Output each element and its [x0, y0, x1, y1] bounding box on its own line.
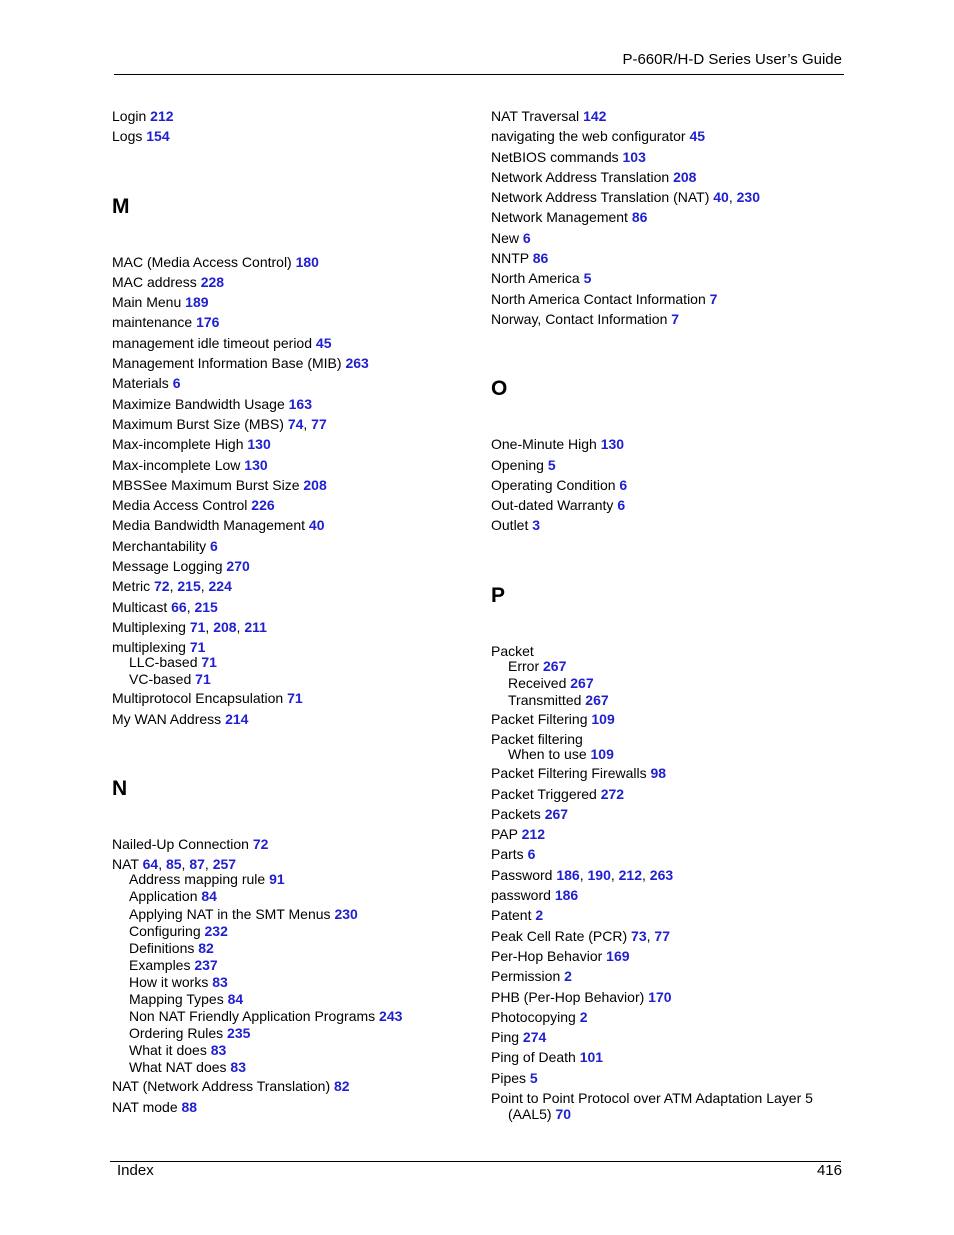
- index-entry-operating-condition: [491, 475, 851, 495]
- entry-term: NetBIOS commands: [491, 148, 619, 165]
- subentry-group: [491, 658, 851, 709]
- subentry-term: LLC-based: [129, 654, 198, 671]
- page-link-208[interactable]: 208: [673, 168, 697, 185]
- index-entry-packet-filtering: [491, 709, 851, 729]
- page-link-6[interactable]: 6: [210, 537, 218, 554]
- index-entry-network-address-translation-nat: Network Address Translation (NAT) 40, 230: [491, 189, 760, 206]
- index-subentry-when-to-use: [491, 746, 851, 763]
- index-subentry-error: [491, 658, 851, 675]
- entry-term: NAT mode: [112, 1098, 178, 1115]
- page-link-73[interactable]: 73: [631, 927, 647, 944]
- subentry-term: What NAT does: [129, 1059, 227, 1076]
- entry-term: Per-Hop Behavior: [491, 947, 603, 964]
- footer-rule: [110, 1161, 841, 1162]
- entry-term: Multiprotocol Encapsulation: [112, 690, 284, 707]
- subentry-term: VC-based: [129, 671, 192, 688]
- subentry-term: Application: [129, 888, 198, 905]
- index-entry-continuation: [491, 1106, 851, 1123]
- entry-term: MAC (Media Access Control): [112, 253, 292, 270]
- index-entry-max-incomplete-high: [112, 434, 472, 454]
- index-subentry-transmitted: [491, 692, 851, 709]
- page-link-40[interactable]: 40: [713, 189, 729, 206]
- index-entry-multicast: Multicast 66, 215: [112, 598, 218, 615]
- index-entry-maintenance: [112, 312, 472, 332]
- page-link-70[interactable]: 70: [555, 1106, 572, 1123]
- entry-term: Network Address Translation: [491, 168, 670, 185]
- index-entry-ping: [491, 1027, 851, 1047]
- subentry-term: Definitions: [129, 939, 195, 956]
- page-link-230[interactable]: 230: [736, 189, 760, 206]
- page-link-6[interactable]: 6: [619, 476, 628, 493]
- entry-term: Maximize Bandwidth Usage: [112, 395, 285, 412]
- index-entry-maximize-bandwidth-usage: [112, 394, 472, 414]
- index-entry-nat-network-address-translation: [112, 1076, 472, 1096]
- index-subentry-non-nat-friendly-application-programs: [112, 1008, 472, 1025]
- page-link-5[interactable]: 5: [583, 270, 592, 287]
- index-entry-permission: [491, 966, 851, 986]
- entry-term: NAT Traversal: [491, 108, 580, 124]
- entry-term: Norway, Contact Information: [491, 310, 668, 327]
- letter-gap: [491, 608, 851, 641]
- page-link-263[interactable]: 263: [345, 355, 369, 372]
- entry-term: MAC address: [112, 273, 197, 290]
- page-link-154[interactable]: 154: [146, 128, 170, 145]
- entry-term: Packets: [491, 805, 541, 822]
- page-link-3[interactable]: 3: [532, 517, 541, 534]
- index-subentry-address-mapping-rule: [112, 871, 472, 888]
- entry-term: management idle timeout period: [112, 334, 313, 351]
- entry-term: North America: [491, 270, 580, 287]
- index-entry-main-menu: [112, 292, 472, 312]
- index-subentry-vc-based: [112, 671, 472, 688]
- index-subentry-how-it-works: [112, 974, 472, 991]
- index-entry-netbios-commands: [491, 147, 851, 167]
- index-entry-login: [112, 106, 472, 126]
- index-subentry-llc-based: [112, 654, 472, 671]
- index-column-right: [491, 106, 851, 1123]
- page-link-270[interactable]: 270: [226, 558, 250, 575]
- page-link-208[interactable]: 208: [303, 476, 327, 493]
- index-subentry-ordering-rules: [112, 1025, 472, 1042]
- section-spacer: [491, 329, 851, 377]
- page-link-64[interactable]: 64: [142, 856, 159, 873]
- entry-term: Packet Triggered: [491, 785, 597, 802]
- index-entry-one-minute-high: [491, 434, 851, 454]
- subentry-term: Transmitted: [508, 692, 582, 709]
- index-entry-multiprotocol-encapsulation: [112, 688, 472, 708]
- running-header-title: P-660R/H-D Series User’s Guide: [622, 51, 842, 68]
- index-entry-nntp: [491, 248, 851, 268]
- index-entry-pipes: [491, 1068, 851, 1088]
- index-subentry-definitions: [112, 940, 472, 957]
- page-link-74[interactable]: 74: [287, 415, 304, 432]
- entry-term: Maximum Burst Size (MBS): [112, 415, 284, 432]
- page-link-215[interactable]: 215: [177, 578, 201, 595]
- section-spacer: [112, 729, 472, 777]
- section-letter-o: O: [491, 377, 508, 401]
- page-link-228[interactable]: 228: [200, 273, 225, 290]
- index-entry-pap: [491, 824, 851, 844]
- index-entry-per-hop-behavior: [491, 946, 851, 966]
- page-link-5[interactable]: 5: [547, 456, 556, 473]
- page-link-7[interactable]: 7: [709, 290, 718, 307]
- page-link-215[interactable]: 215: [194, 598, 218, 615]
- index-entry-password: [491, 885, 851, 905]
- page-link-212[interactable]: 212: [150, 108, 174, 124]
- entry-term: Packet Filtering Firewalls: [491, 765, 647, 782]
- page-link-72[interactable]: 72: [154, 578, 170, 595]
- entry-term: Media Access Control: [112, 497, 248, 514]
- entry-term: Outlet: [491, 517, 529, 534]
- index-entry-opening: [491, 455, 851, 475]
- entry-term: Multiplexing: [112, 618, 186, 635]
- page-link-101[interactable]: 101: [579, 1049, 604, 1066]
- index-subentry-configuring: [112, 923, 472, 940]
- page-link-272[interactable]: 272: [600, 785, 625, 802]
- index-entry-nat-traversal: [491, 106, 851, 126]
- page-link-84[interactable]: 84: [201, 888, 217, 905]
- entry-term: Ping of Death: [491, 1049, 576, 1066]
- entry-term: Password: [491, 866, 553, 883]
- subentry-term: Applying NAT in the SMT Menus: [129, 905, 331, 922]
- page-link-257[interactable]: 257: [212, 856, 237, 873]
- page-link-66[interactable]: 66: [171, 598, 187, 615]
- page-link-71[interactable]: 71: [201, 654, 217, 671]
- page-link-88[interactable]: 88: [181, 1098, 198, 1115]
- index-subentry-what-it-does: [112, 1042, 472, 1059]
- page-link-45[interactable]: 45: [689, 128, 706, 145]
- index-subentry-application: [112, 888, 472, 905]
- entry-term: Logs: [112, 128, 143, 145]
- page-link-226[interactable]: 226: [251, 497, 275, 514]
- page-link-45[interactable]: 45: [315, 334, 332, 351]
- page-link-6[interactable]: 6: [522, 229, 531, 246]
- entry-term: Patent: [491, 907, 532, 924]
- entry-term: Max-incomplete High: [112, 436, 244, 453]
- index-entry-norway-contact-information: [491, 309, 851, 329]
- subentry-term: Examples: [129, 956, 191, 973]
- page-link-130[interactable]: 130: [247, 436, 271, 453]
- page-link-214[interactable]: 214: [225, 710, 249, 727]
- page-link-190[interactable]: 190: [587, 866, 611, 883]
- page-link-82[interactable]: 82: [334, 1078, 350, 1095]
- subentry-term: Non NAT Friendly Application Programs: [129, 1008, 376, 1025]
- page-link-163[interactable]: 163: [288, 395, 312, 412]
- page-link-212[interactable]: 212: [618, 866, 642, 883]
- index-entry-message-logging: [112, 556, 472, 576]
- section-spacer: [112, 147, 472, 195]
- letter-gap: [491, 401, 851, 434]
- entry-term: Network Address Translation (NAT): [491, 189, 710, 206]
- page-link-6[interactable]: 6: [617, 497, 626, 514]
- index-entry-ping-of-death: [491, 1047, 851, 1067]
- entry-term-continuation: (AAL5): [508, 1106, 552, 1123]
- index-entry-peak-cell-rate-pcr: Peak Cell Rate (PCR) 73, 77: [491, 927, 670, 944]
- entry-term: navigating the web configurator: [491, 128, 686, 145]
- page-link-72[interactable]: 72: [252, 835, 269, 852]
- entry-term: Media Bandwidth Management: [112, 517, 306, 534]
- section-letter-p: P: [491, 583, 506, 607]
- page-link-85[interactable]: 85: [165, 856, 182, 873]
- page-link-267[interactable]: 267: [544, 805, 569, 822]
- entry-term: Operating Condition: [491, 476, 616, 493]
- index-entry-metric: Metric 72, 215, 224: [112, 578, 232, 595]
- page-link-71[interactable]: 71: [287, 690, 303, 707]
- entry-term: Opening: [491, 456, 544, 473]
- index-entry-multiplexing: Multiplexing 71, 208, 211: [112, 618, 267, 635]
- index-entry-photocopying: [491, 1007, 851, 1027]
- page-link-84[interactable]: 84: [227, 991, 244, 1007]
- page-link-170[interactable]: 170: [648, 988, 672, 1005]
- index-entry-point-to-point-protocol-over-atm-adaptation-layer-5: [491, 1088, 851, 1108]
- entry-term: NNTP: [491, 250, 529, 267]
- subentry-term: How it works: [129, 973, 209, 990]
- page-link-243[interactable]: 243: [379, 1008, 403, 1025]
- entry-term: Photocopying: [491, 1008, 576, 1025]
- entry-term: maintenance: [112, 314, 193, 331]
- page-link-235[interactable]: 235: [227, 1025, 251, 1042]
- page-link-82[interactable]: 82: [198, 939, 214, 956]
- entry-term: Peak Cell Rate (PCR): [491, 927, 628, 944]
- page-link-83[interactable]: 83: [212, 973, 228, 990]
- entry-term: Metric: [112, 578, 151, 595]
- section-letter-n: N: [112, 776, 128, 800]
- index-entry-management-information-base-mib: [112, 353, 472, 373]
- subentry-group: [491, 746, 851, 763]
- page-link-267[interactable]: 267: [543, 657, 567, 674]
- subentry-term: Received: [508, 674, 567, 691]
- subentry-term: What it does: [129, 1042, 207, 1059]
- subentry-group: [112, 654, 472, 688]
- subentry-group: [112, 871, 472, 1076]
- index-subentry-what-nat-does: [112, 1059, 472, 1076]
- entry-term: PHB (Per-Hop Behavior): [491, 988, 645, 1005]
- subentry-term: Mapping Types: [129, 991, 224, 1007]
- entry-term: Packet: [491, 642, 534, 659]
- entry-term: Network Management: [491, 209, 628, 226]
- page-link-5[interactable]: 5: [529, 1069, 538, 1086]
- page-link-40[interactable]: 40: [308, 517, 325, 534]
- page-link-186[interactable]: 186: [556, 866, 580, 883]
- entry-term: Multicast: [112, 598, 168, 615]
- page-link-232[interactable]: 232: [204, 922, 228, 939]
- entry-term: Merchantability: [112, 537, 207, 554]
- page-link-6[interactable]: 6: [172, 375, 181, 392]
- page-link-71[interactable]: 71: [195, 671, 211, 688]
- page-link-103[interactable]: 103: [622, 148, 646, 165]
- entry-term: Max-incomplete Low: [112, 456, 241, 473]
- entry-term: Parts: [491, 846, 524, 863]
- page-link-142[interactable]: 142: [583, 108, 607, 124]
- page-link-169[interactable]: 169: [606, 947, 630, 964]
- header-rule: [114, 74, 844, 75]
- page-link-86[interactable]: 86: [631, 209, 648, 226]
- page-link-176[interactable]: 176: [196, 314, 220, 331]
- entry-term: Main Menu: [112, 294, 182, 311]
- entry-term: password: [491, 887, 551, 904]
- page-link-2[interactable]: 2: [564, 968, 572, 985]
- page-link-186[interactable]: 186: [554, 887, 579, 904]
- index-entry-management-idle-timeout-period: [112, 333, 472, 353]
- index-entry-packets: [491, 804, 851, 824]
- index-entry-new: [491, 228, 851, 248]
- page-link-98[interactable]: 98: [650, 765, 667, 782]
- index-entry-parts: [491, 844, 851, 864]
- page-link-130[interactable]: 130: [600, 436, 625, 453]
- page-link-87[interactable]: 87: [189, 856, 205, 873]
- page-link-71[interactable]: 71: [189, 639, 206, 656]
- page-link-267[interactable]: 267: [585, 692, 609, 709]
- entry-term: North America Contact Information: [491, 290, 706, 307]
- page-link-130[interactable]: 130: [244, 456, 268, 473]
- page-link-237[interactable]: 237: [194, 956, 218, 973]
- page-link-6[interactable]: 6: [527, 846, 536, 863]
- index-column-left: [112, 106, 472, 1117]
- entry-term: MBSSee Maximum Burst Size: [112, 476, 300, 493]
- subentry-term: When to use: [508, 746, 587, 763]
- entry-term: Permission: [491, 968, 561, 985]
- index-entry-media-bandwidth-management: [112, 515, 472, 535]
- page-link-267[interactable]: 267: [570, 674, 594, 691]
- entry-term: PAP: [491, 826, 518, 843]
- page-link-212[interactable]: 212: [521, 826, 545, 843]
- entry-term: Point to Point Protocol over ATM Adaptation Layer 5: [491, 1090, 813, 1107]
- page-link-208[interactable]: 208: [213, 618, 237, 635]
- page-link-211[interactable]: 211: [244, 618, 267, 635]
- index-entry-packet-filtering-firewalls: [491, 763, 851, 783]
- index-entry-media-access-control: [112, 495, 472, 515]
- subentry-term: Ordering Rules: [129, 1025, 224, 1042]
- index-subentry-received: [491, 675, 851, 692]
- index-entry-materials: [112, 373, 472, 393]
- entry-term: NAT (Network Address Translation): [112, 1078, 331, 1095]
- entry-term: New: [491, 229, 520, 246]
- page-link-86[interactable]: 86: [532, 250, 549, 267]
- page-link-109[interactable]: 109: [590, 746, 614, 763]
- entry-term: Ping: [491, 1029, 520, 1046]
- section-letter-m: M: [112, 194, 130, 218]
- page-link-189[interactable]: 189: [185, 294, 209, 311]
- index-subentry-examples: [112, 957, 472, 974]
- page-link-224[interactable]: 224: [208, 578, 232, 595]
- entry-term: Pipes: [491, 1069, 527, 1086]
- page-link-83[interactable]: 83: [230, 1059, 246, 1076]
- page-link-2[interactable]: 2: [579, 1008, 588, 1025]
- entry-term: Packet Filtering: [491, 710, 588, 727]
- entry-term: NAT: [112, 856, 139, 873]
- index-entry-network-management: [491, 207, 851, 227]
- page-link-91[interactable]: 91: [269, 871, 285, 888]
- page-link-83[interactable]: 83: [210, 1042, 227, 1059]
- entry-term: multiplexing: [112, 639, 186, 656]
- index-entry-max-incomplete-low: [112, 455, 472, 475]
- index-entry-packet-triggered: [491, 784, 851, 804]
- subentry-term: Configuring: [129, 922, 201, 939]
- entry-term: Packet filtering: [491, 731, 583, 748]
- entry-term: Materials: [112, 375, 169, 392]
- page-link-230[interactable]: 230: [334, 905, 358, 922]
- entry-term: Nailed-Up Connection: [112, 835, 249, 852]
- index-entry-network-address-translation: [491, 167, 851, 187]
- index-entry-logs: [112, 126, 472, 146]
- index-entry-mac-media-access-control: [112, 252, 472, 272]
- index-entry-mbssee-maximum-burst-size: [112, 475, 472, 495]
- entry-term: One-Minute High: [491, 436, 597, 453]
- index-entry-my-wan-address: [112, 709, 472, 729]
- page-link-7[interactable]: 7: [671, 310, 680, 327]
- letter-gap: [112, 801, 472, 834]
- index-entry-north-america-contact-information: [491, 289, 851, 309]
- footer-section-name: Index: [117, 1162, 154, 1179]
- section-spacer: [491, 536, 851, 584]
- index-entry-nat: NAT 64, 85, 87, 257: [112, 856, 237, 873]
- index-entry-navigating-the-web-configurator: [491, 126, 851, 146]
- entry-term: Out-dated Warranty: [491, 497, 614, 514]
- entry-term: Management Information Base (MIB): [112, 355, 342, 372]
- page-link-71[interactable]: 71: [189, 618, 206, 635]
- index-subentry-mapping-types: [112, 991, 472, 1008]
- index-entry-patent: [491, 905, 851, 925]
- letter-gap: [112, 219, 472, 252]
- index-entry-mac-address: [112, 272, 472, 292]
- index-entry-password: Password 186, 190, 212, 263: [491, 866, 674, 883]
- index-entry-outlet: [491, 515, 851, 535]
- page-link-263[interactable]: 263: [649, 866, 674, 883]
- entry-term: My WAN Address: [112, 710, 222, 727]
- page-link-180[interactable]: 180: [295, 253, 319, 270]
- subentry-term: Error: [508, 657, 540, 674]
- index-entry-merchantability: [112, 536, 472, 556]
- page-link-274[interactable]: 274: [522, 1029, 547, 1046]
- page-link-77[interactable]: 77: [311, 415, 327, 432]
- index-entry-north-america: [491, 268, 851, 288]
- index-entry-nailed-up-connection: [112, 834, 472, 854]
- page-link-77[interactable]: 77: [654, 927, 670, 944]
- index-entry-out-dated-warranty: [491, 495, 851, 515]
- entry-term: Login: [112, 108, 147, 124]
- footer-page-number: 416: [816, 1162, 842, 1179]
- subentry-term: Address mapping rule: [129, 871, 266, 888]
- page-link-109[interactable]: 109: [591, 710, 615, 727]
- index-entry-nat-mode: [112, 1097, 472, 1117]
- index-entry-phb-per-hop-behavior: [491, 987, 851, 1007]
- entry-term: Message Logging: [112, 558, 223, 575]
- index-subentry-applying-nat-in-the-smt-menus: [112, 906, 472, 923]
- index-entry-maximum-burst-size-mbs: Maximum Burst Size (MBS) 74, 77: [112, 415, 327, 432]
- page-link-2[interactable]: 2: [535, 907, 544, 924]
